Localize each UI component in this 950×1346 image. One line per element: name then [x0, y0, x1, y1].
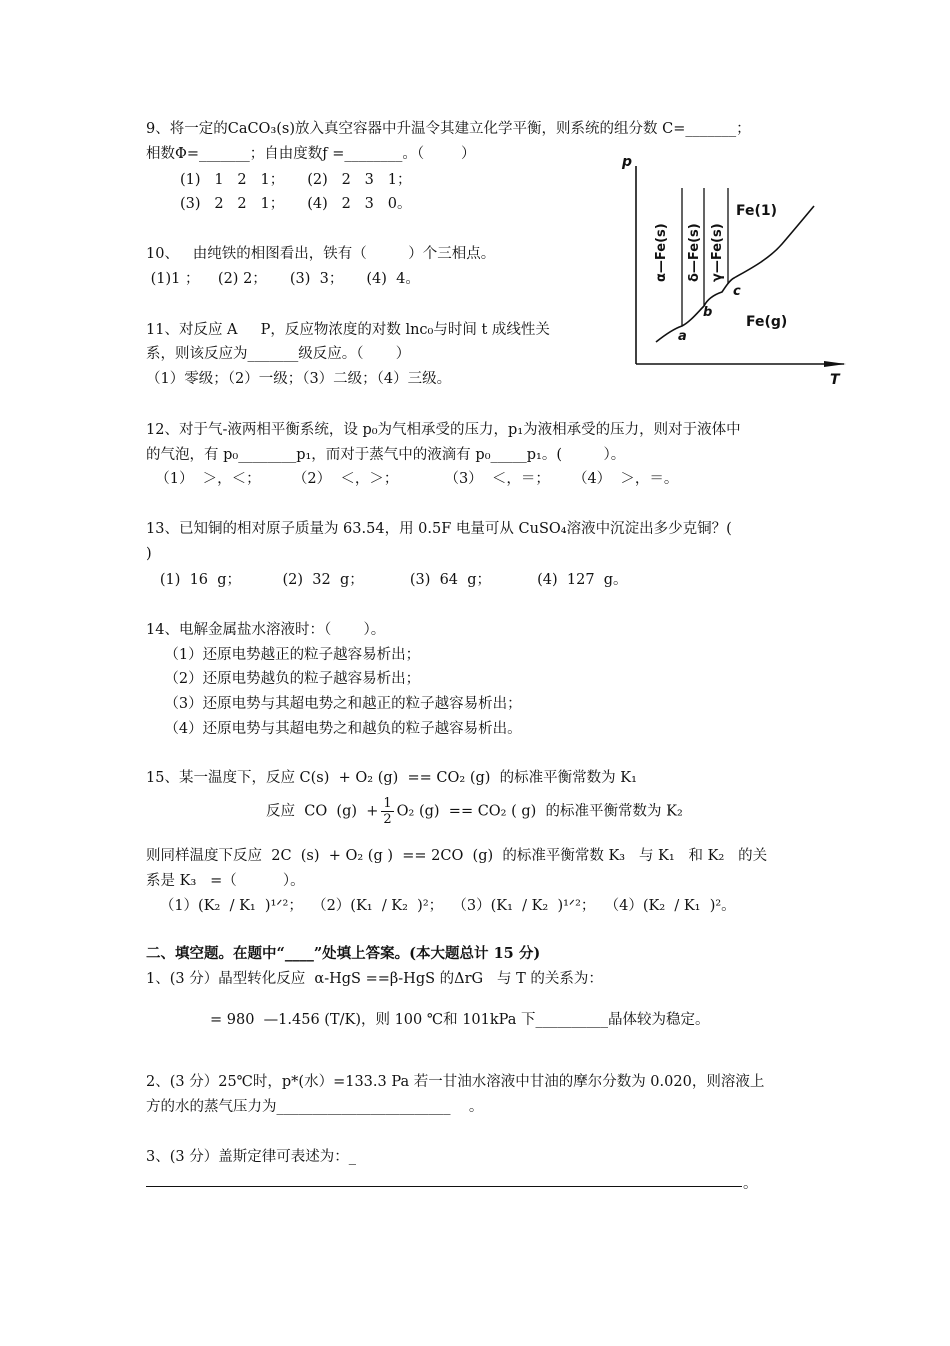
q11-line1: 11、对反应 A P，反应物浓度的对数 lnc₀与时间 t 成线性关 [146, 322, 550, 338]
fill3-answer-line [146, 1186, 742, 1187]
q15-line1: 15、某一温度下，反应 C(s) + O₂ (g) == CO₂ (g) 的标准平衡常数为 K₁ [146, 770, 637, 786]
fill1-line1: 1、(3 分）晶型转化反应 α-HgS ==β-HgS 的ΔrG 与 T 的关系为： [146, 971, 603, 987]
q13-line1: 13、已知铜的相对原子质量为 63.54，用 0.5F 电量可从 CuSO₄溶液中沉淀出多少克铜？( [146, 521, 732, 537]
q12-options: （1） ＞，＜； （2） ＜，＞； （3） ＜，＝； （4） ＞，＝。 [146, 471, 679, 487]
fill1-line2: = 980 —1.456 (T/K)，则 100 ℃和 101kPa 下__________晶体较为稳定。 [210, 1012, 710, 1028]
q14-line1: 14、电解金属盐水溶液时：（ ）。 [146, 622, 386, 638]
fill3-period: 。 [743, 1176, 758, 1192]
q12-line2: 的气泡，有 p₀________p₁，而对于蒸气中的液滴有 p₀_____p₁。( ）。 [146, 447, 626, 463]
q13-line2: ) [146, 546, 152, 562]
q15-options: （1）(K₂ / K₁ )¹ᐟ²； （2）(K₁ / K₂ )²； （3）(K₁ / K₂ )¹ᐟ²； （4）(K₂ / K₁ )²。 [146, 898, 736, 914]
iron-phase-diagram [618, 148, 850, 388]
q15-line4: 系是 K₃ =（ ）。 [146, 873, 305, 889]
fraction-numerator: 1 [383, 796, 392, 811]
q9-line2: 相数Φ=_______；自由度数ƒ =________。（ ） [146, 146, 476, 162]
label-liquid-fe: Fe(1) [736, 203, 778, 219]
q12-line1: 12、对于气-液两相平衡系统，设 p₀为气相承受的压力，p₁为液相承受的压力，则对于液体中 [146, 422, 741, 438]
q9-line1: 9、将一定的CaCO₃(s)放入真空容器中升温令其建立化学平衡，则系统的组分数 C=_______； [146, 121, 751, 137]
q13-options: (1) 16 g； (2) 32 g； (3) 64 g； (4) 127 g。 [146, 572, 628, 588]
q9-options-b: (3) 2 2 1； (4) 2 3 0。 [180, 196, 412, 212]
fraction-one-half [381, 796, 393, 827]
q14-option-2: （2）还原电势越负的粒子越容易析出； [146, 671, 421, 687]
q14-option-1: （1）还原电势越正的粒子越容易析出； [146, 647, 421, 663]
label-delta-fe: δ—Fe(s) [687, 223, 702, 282]
q10-options: (1)1 ； (2) 2； (3) 3； (4) 4。 [146, 271, 420, 287]
q14-option-4: （4）还原电势与其超电势之和越负的粒子越容易析出。 [146, 721, 522, 737]
fraction-denominator: 2 [383, 812, 392, 827]
fill2-line2: 方的水的蒸气压力为________________________ 。 [146, 1099, 484, 1115]
q11-options: （1）零级；（2）一级；（3）二级；（4）三级。 [146, 371, 452, 387]
q15-line3: 则同样温度下反应 2C (s) + O₂ (g ) == 2CO (g) 的标准平衡常数 K₃ 与 K₁ 和 K₂ 的关 [146, 848, 768, 864]
section2-title: 二、填空题。在题中“____”处填上答案。(本大题总计 15 分) [146, 945, 541, 962]
fill3-line1: 3、(3 分）盖斯定律可表述为：_ [146, 1149, 356, 1165]
fill2-line1: 2、(3 分）25℃时，p*(水）=133.3 Pa 若一甘油水溶液中甘油的摩尔分数为 0.020，则溶液上 [146, 1074, 765, 1090]
label-alpha-fe: α—Fe(s) [654, 223, 669, 282]
q15-line2-pre: 反应 CO (g) + [266, 803, 379, 820]
p-axis-label: p [622, 154, 633, 170]
q11-line2: 系，则该反应为_______级反应。（ ） [146, 346, 411, 362]
label-gas-fe: Fe(g) [746, 314, 788, 330]
q15-line2-post: O₂ (g) == CO₂ ( g) 的标准平衡常数为 K₂ [396, 803, 683, 820]
t-axis-label: T [830, 372, 840, 388]
t-axis-arrow [824, 361, 846, 367]
vapor-pressure-curve [656, 206, 814, 342]
q14-option-3: （3）还原电势与其超电势之和越正的粒子越容易析出； [146, 696, 522, 712]
q15-line2 [266, 796, 683, 827]
label-gamma-fe: γ—Fe(s) [710, 223, 725, 282]
q9-options-a: (1) 1 2 1； (2) 2 3 1； [180, 172, 412, 188]
triple-point-a: a [678, 329, 687, 344]
triple-point-b: b [703, 305, 713, 320]
q10-line1: 10、 由纯铁的相图看出，铁有（ ）个三相点。 [146, 246, 496, 262]
triple-point-c: c [733, 284, 741, 299]
